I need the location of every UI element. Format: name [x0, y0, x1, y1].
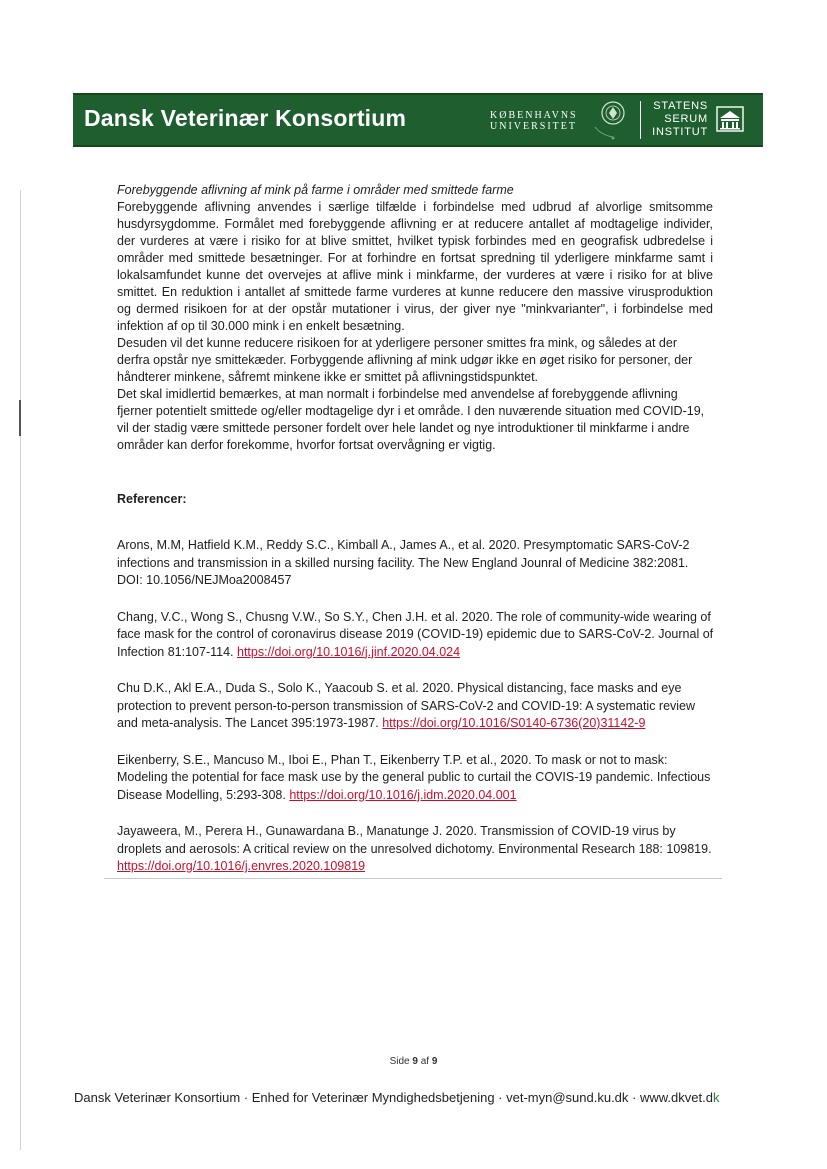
paragraph-3: Det skal imidlertid bemærkes, at man normalt i forbindelse med anvendelse af forebyggende aflivning fjerner potentielt smittede og/eller modtagelige dyr i et område. I den nuværende situation med COVID-19, vil der stadig være smittede personer fordelt over hele landet og nye introduktioner til minkfarme i andre områder kan derfor forekomme, hvorfor fortsat overvågning er vigtig.: [117, 387, 705, 452]
reference-item: [117, 609, 717, 662]
page-prefix: Side: [389, 1056, 413, 1067]
content-bottom-rule: [104, 878, 722, 879]
reference-doi-link[interactable]: https://doi.org/10.1016/j.idm.2020.04.001: [289, 787, 517, 802]
reference-text: Chang, V.C., Wong S., Chusng V.W., So S.Y., Chen J.H. et al. 2020. The role of community-wide wearing of face mask for the control of coronavirus disease 2019 (COVID-19) epidemic due to SARS-CoV-2. Journal of Infection 81:107-114.: [117, 609, 714, 659]
reference-item: [117, 537, 717, 590]
reference-text: Eikenberry, S.E., Mancuso M., Iboi E., Phan T., Eikenberry T.P. et al., 2020. To mask or not to mask: Modeling the potential for face mask use by the general public to curtail the COVIS-19 pandemic. Infectious Disease Modelling, 5:293-308.: [117, 752, 711, 802]
left-margin-mark: [19, 400, 21, 436]
ssi-line3: INSTITUT: [652, 126, 708, 138]
logo-separator: [640, 101, 641, 139]
section-content: [117, 182, 713, 454]
ssi-name: [648, 100, 708, 139]
brand-title: Dansk Veterinær Konsortium: [84, 105, 407, 131]
ku-line1: KØBENHAVNS: [490, 110, 578, 121]
ku-seal-icon: [591, 97, 631, 141]
header-bottom-line: [73, 145, 763, 147]
footer-accent: k: [712, 1090, 720, 1105]
header-top-line: [73, 93, 763, 95]
footer-text: Dansk Veterinær Konsortium · Enhed for Veterinær Myndighedsbetjening · vet-myn@sund.ku.dk · www.dkvet.d: [74, 1090, 713, 1105]
reference-text: Arons, M.M, Hatfield K.M., Reddy S.C., Kimball A., James A., et al. 2020. Presymptomatic SARS-CoV-2 infections and transmission in a skilled nursing facility. The New England Jounral of Medicine 382:2081. DOI: 10.1056/NEJMoa2008457: [117, 538, 690, 587]
ku-line2: UNIVERSITET: [490, 121, 577, 132]
ssi-building-icon: [716, 106, 744, 132]
reference-doi-link[interactable]: https://doi.org/10.1016/S0140-6736(20)31142-9: [382, 716, 646, 730]
footer: [74, 1090, 764, 1105]
reference-list: [117, 537, 717, 895]
reference-item: [117, 680, 717, 733]
page-current: 9: [412, 1056, 418, 1067]
paragraph-2: Desuden vil det kunne reducere risikoen for at yderligere personer smittes fra mink, og således at der derfra opstår nye smittekæder. Forbyggende aflivning af mink udgør ikke en øget risiko for personer, der håndterer minkene, såfremt minkene ikke er smittet på aflivningstidspunktet.: [117, 336, 693, 384]
ku-name: [490, 110, 578, 132]
reference-text: Jayaweera, M., Perera H., Gunawardana B., Manatunge J. 2020. Transmission of COVID-19 virus by droplets and aerosols: A critical review on the unresolved dichotomy. Environmental Research 188: 109819.: [117, 824, 712, 856]
ssi-line2: SERUM: [664, 113, 708, 125]
reference-text: Chu D.K., Akl E.A., Duda S., Solo K., Yaacoub S. et al. 2020. Physical distancing, face masks and eye protection to prevent person-to-person transmission of SARS-CoV-2 and COVID-19: A systematic review and meta-analysis. The Lancet 395:1973-1987.: [117, 681, 696, 730]
page-total: 9: [431, 1056, 438, 1067]
section-title: Forebyggende aflivning af mink på farme i områder med smittede farme: [117, 183, 514, 197]
ssi-line1: STATENS: [653, 100, 708, 112]
reference-item: [117, 823, 717, 876]
paragraph-1: Forebyggende aflivning anvendes i særlige tilfælde i forbindelse med udbrud af alvorlige smitsomme husdyrsygdomme. Formålet med forebyggende aflivning er at reducere antallet af modtagelige individer, der vurderes at være i risiko for at blive smittet, hvilket typisk forbindes med en geografisk udbredelse i områder med smittede besætninger. For at forhindre en fortsat spredning til yderligere minkfarme samt i lokalsamfundet kunne det overvejes at aflive mink i minkfarme, der vurderes at være i risiko for at blive smittet. En reduktion i antallet af smittede farme vurderes at kunne reducere den massive virusproduktion og dermed risikoen for at der opstår mutationer i virus, der giver nye "minkvarianter", i forbindelse med infektion af op til 30.000 mink i en enkelt besætning.: [117, 200, 713, 333]
page-number: [0, 1056, 827, 1067]
left-margin-rule: [20, 190, 21, 1150]
reference-doi-link[interactable]: https://doi.org/10.1016/j.envres.2020.109819: [117, 859, 366, 873]
reference-doi-link[interactable]: https://doi.org/10.1016/j.jinf.2020.04.024: [237, 644, 461, 659]
references-heading: Referencer:: [117, 492, 187, 506]
reference-item: [117, 752, 717, 805]
header-banner: [73, 93, 763, 147]
page-middle: af: [417, 1056, 432, 1067]
